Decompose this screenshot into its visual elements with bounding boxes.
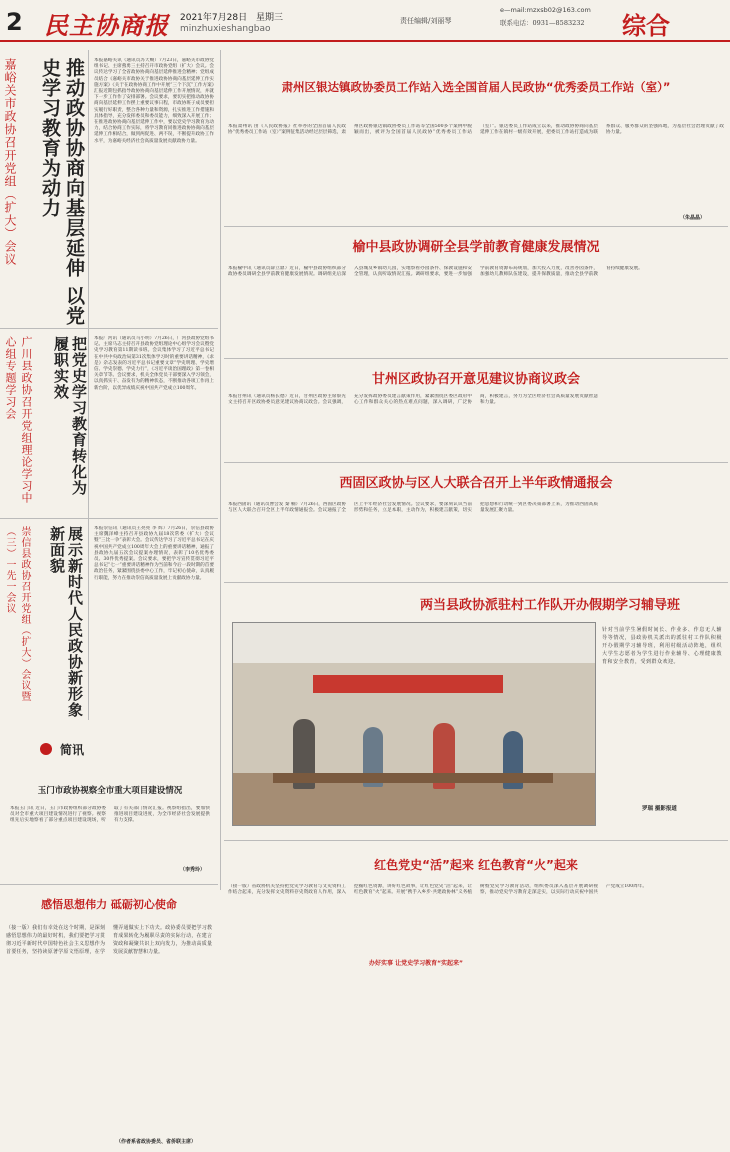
liangdang-title: 两当县政协派驻村工作队开办假期学习辅导班 (419, 598, 680, 613)
jiayuguan-title: 推动政协协商向基层延伸 以党史学习教育为动力 (39, 58, 85, 326)
essay-sign: （作者系省政协委员、省侨联主席） (116, 1139, 197, 1145)
divider-5 (224, 462, 728, 463)
yumen-title: 玉门市政协视察全市重大项目建设情况 (37, 786, 183, 796)
contact-phone: 联系电话：0931—8583232 (500, 19, 585, 27)
paper-name: 民主协商报 (44, 12, 169, 40)
redculture-subhead: 办好实事 让党史学习教育“实起来” (358, 958, 474, 967)
issue-weekday: 星期三 (256, 13, 284, 23)
contact-email: e—mail:mzxsb02@163.com (500, 6, 591, 14)
guangchuan-kicker: 广川县政协召开党组理论学习中心组专题学习会 (4, 336, 33, 504)
guangchuan-body: 本报广河讯（通讯员马小明）7月26日，广河县政协党组书记、主席马志主持召开县政协党组理论中心组学习会议暨党史学习教育第11期读书班。会议集体学习了习近平总书记在中共中央政治局第31次集体学习时的重要讲话精神，《求是》杂志发表的习近平总书记重要文章“学史明理、学史增信、学史崇德、学史力行”，《习近平谈治国理政》第一卷相关章节等。会议要求，机关全体党员干部要深入学习领会，以真抓实干、奋发有为的精神状态，不断推动各项工作再上新台阶，以优异成绩庆祝中国共产党成立100周年。 (94, 336, 214, 391)
photo-ceiling (233, 623, 595, 663)
jiayuguan-body: 本报嘉峪关讯（通讯员苏天赐）7月23日，嘉峪关市政协党组书记、主席燕勇三主持召开市政协党组（扩大）会议。会议传达学习了全省政协协商向基层延伸推进会精神；党组成员结合《嘉峪关市政协关于推进政协协商向基层延伸工作实施方案》《关于在政协协商工作中开展“三个下沉”工作方案》汇报近期包抓指导政协协商向基层延伸工作开展情况，并就下一步工作作了安排部署。会议要求，要切实把推动政协协商向基层延伸工作摆上重要议事日程，市政协班子成员要担实履行好职责，整合各种力量和资源，扎实推进工作措施和具体指导，充分发挥委员和委员能力，细致深入开展工作；在推进政协协商向基层延伸工作中，要以党史学习教育为动力，结合协商工作实际，将学习教育同推进政协协商向基层延伸工作相结合，做到两促进、两不误，不断提升政协工作水平，为嘉峪关经济社会高质量发展贡献政协力量。 (94, 58, 214, 144)
suzhou-title: 肃州区银达镇政协委员工作站入选全国首届人民政协“优秀委员工作站（室）” (281, 80, 671, 94)
yumen-sign: （李秀玲） (180, 867, 206, 873)
liangdang-caption: 针对当前学生暑假时间长、作业多、作息无人辅导等情况，县政协机关派出的派驻村工作队积极开办假期学习辅导班，利用村级活动阵地，组织大学生志愿者为学生进行作业辅导、心理健康教育和安全教育，受到群众欢迎。 (602, 627, 722, 665)
jiayuguan-kicker: 嘉峪关市政协召开党组（扩大）会议 (3, 58, 17, 266)
redculture-body: （接一版）省政协机关坚持把党史学习教育与文史资料工作结合起来，充分发挥文史资料存史资政育人作用，深入挖掘红色资源，讲好红色故事，让红色党史“活”起来，让红色教育“火”起来。开展“携手入乡步·共建政协林”义务植树暨党史学习教育活动，组织委员深入基层开展调研视察，推动党史学习教育走深走实，以实际行动庆祝中国共产党成立100周年。 (228, 884, 647, 896)
photo-table (273, 773, 553, 783)
masthead-rule (0, 40, 730, 42)
photo-banner (313, 675, 503, 693)
divider-2 (0, 518, 218, 519)
masthead (0, 0, 730, 44)
suzhou-sign: （朱晶晶） (680, 215, 706, 221)
essay-body: （接一版）我们有幸处在这个时期，是深刻感悟思想伟力的最好时机，我们要把学习贯彻习近平新时代中国特色社会主义思想作为首要任务，坚持读原著学原文悟原理，在学懂弄通做实上下功夫。政协委员要把学习教育成果转化为履职尽责的实际行动，在建言资政和凝聚共识上双向发力，为推动高质量发展贡献智慧和力量。 (6, 925, 212, 955)
yuzhong-body: 本报榆中讯（通讯员薛立鼎）近日，榆中县政协组织部分政协委员调研全县学前教育健康发展情况。调研组先后深入县城及乡镇幼儿园，实地察看办园条件、保教设施和安全管理，认真听取情况汇报。调研组要求，要进一步加强学前教育资源布局规划，加大投入力度，改善办园条件，加强幼儿教师队伍建设，提升保教质量，推动全县学前教育持续健康发展。 (228, 266, 643, 278)
divider-6 (224, 582, 728, 583)
brief-header (20, 740, 212, 760)
xigu-body: 本报西固讯（通讯员曹会发 秦 楠）7月26日，西固区政协与区人大联合召开全区上半年政情通报会。会议通报了全区上半年经济社会发展情况。会议要求，要深刻认识当前形势和任务，立足本职，主动作为，积极建言献策，切实把思想和行动统一到区委决策部署上来，为推动西固高质量发展汇聚力量。 (228, 502, 598, 514)
left-column-divider (88, 50, 89, 720)
site-name: minzhuxieshangbao (180, 24, 271, 34)
divider-8 (224, 840, 728, 841)
page-number: 2 (6, 8, 23, 36)
liangdang-photo (232, 622, 596, 826)
divider-3 (224, 226, 728, 227)
essay-title: 感悟思想伟力 砥砺初心使命 (41, 898, 177, 911)
divider-7 (0, 884, 218, 885)
brief-label: 简讯 (60, 743, 85, 757)
ganzhou-body: 本报甘州讯（通讯员杨长德）近日，甘州区政协主席蔡先文主持召开区政协委员意见建议协商议政会。会议强调，充分发挥政协委员建言献策作用，紧紧围绕区委区政府中心工作和群众关心的热点难点问题，深入调研，广泛协商，积极建言，努力为全区经济社会高质量发展贡献智慧和力量。 (228, 394, 598, 406)
editor-credit: 责任编辑/刘丽琴 (400, 17, 452, 25)
chongxin-title: 展示新时代人民政协新形象新面貌 (48, 526, 84, 718)
chongxin-body: 本报崇信讯（通讯员王亮亮 李 辉）7月26日，崇信县政协主席魏泽峰主持召开县政协九届18次常委（扩大）会议暨“三比一争”表彰大会。会议传达学习了习近平总书记在庆祝中国共产党成立100周年大会上的重要讲话精神，通报了县政协九届五次会议提案办理情况，表彰了10名优秀委员、30件优秀提案。会议要求，要把学习宣传贯彻习近平总书记“七一”重要讲话精神作为当前和今后一段时期的首要政治任务，紧紧围绕县委中心工作，牢记初心使命，认真履行职能，努力在推动崇信高质量发展上贡献政协力量。 (94, 526, 214, 581)
suzhou-body: 本报肃州讯 由《人民政协报》社举办的全国首届人民政协“优秀委员工作站（室）”案例征集活动经过层层筛选，肃州区政协银达镇政协委员工作站等全国500多个案例中脱颖而出，被评为全国首届人民政协“优秀委员工作站（室）”。银达委员工作站成立以来，推动政协协商向基层延伸工作在镇村一级有效开展，把委员工作站打造成为联系群众、服务群众的坚强阵地，为基层社会治理贡献了政协力量。 (228, 124, 724, 136)
ganzhou-title: 甘州区政协召开意见建议协商议政会 (371, 372, 580, 387)
divider-4 (224, 358, 728, 359)
yuzhong-title: 榆中县政协调研全县学前教育健康发展情况 (352, 240, 600, 255)
liangdang-sign: 罗瑞 摄影报道 (642, 806, 677, 812)
guangchuan-title: 把党史学习教育转化为履职实效 (52, 336, 88, 496)
col-divider-mid (220, 50, 221, 890)
divider-1 (0, 328, 218, 329)
yumen-body: 本报玉门讯 近日，玉门市政协组织部分政协委员对全市重大项目建设情况进行了视察。视察组先后实地察看了部分重点项目建设现场，听取了有关部门情况汇报。视察组指出，要加快推进项目建设进度，为全市经济社会发展提供有力支撑。 (10, 806, 210, 824)
chongxin-kicker: 崇信县政协召开党组（扩大）会议暨（三）一先一会议 (4, 526, 30, 702)
issue-date: 2021年7月28日 (180, 13, 248, 23)
brief-icon (40, 743, 52, 755)
redculture-title: 红色党史“活”起来 红色教育“火”起来 (374, 858, 578, 872)
xigu-title: 西固区政协与区人大联合召开上半年政情通报会 (339, 476, 613, 491)
section-name: 综合 (622, 12, 670, 40)
